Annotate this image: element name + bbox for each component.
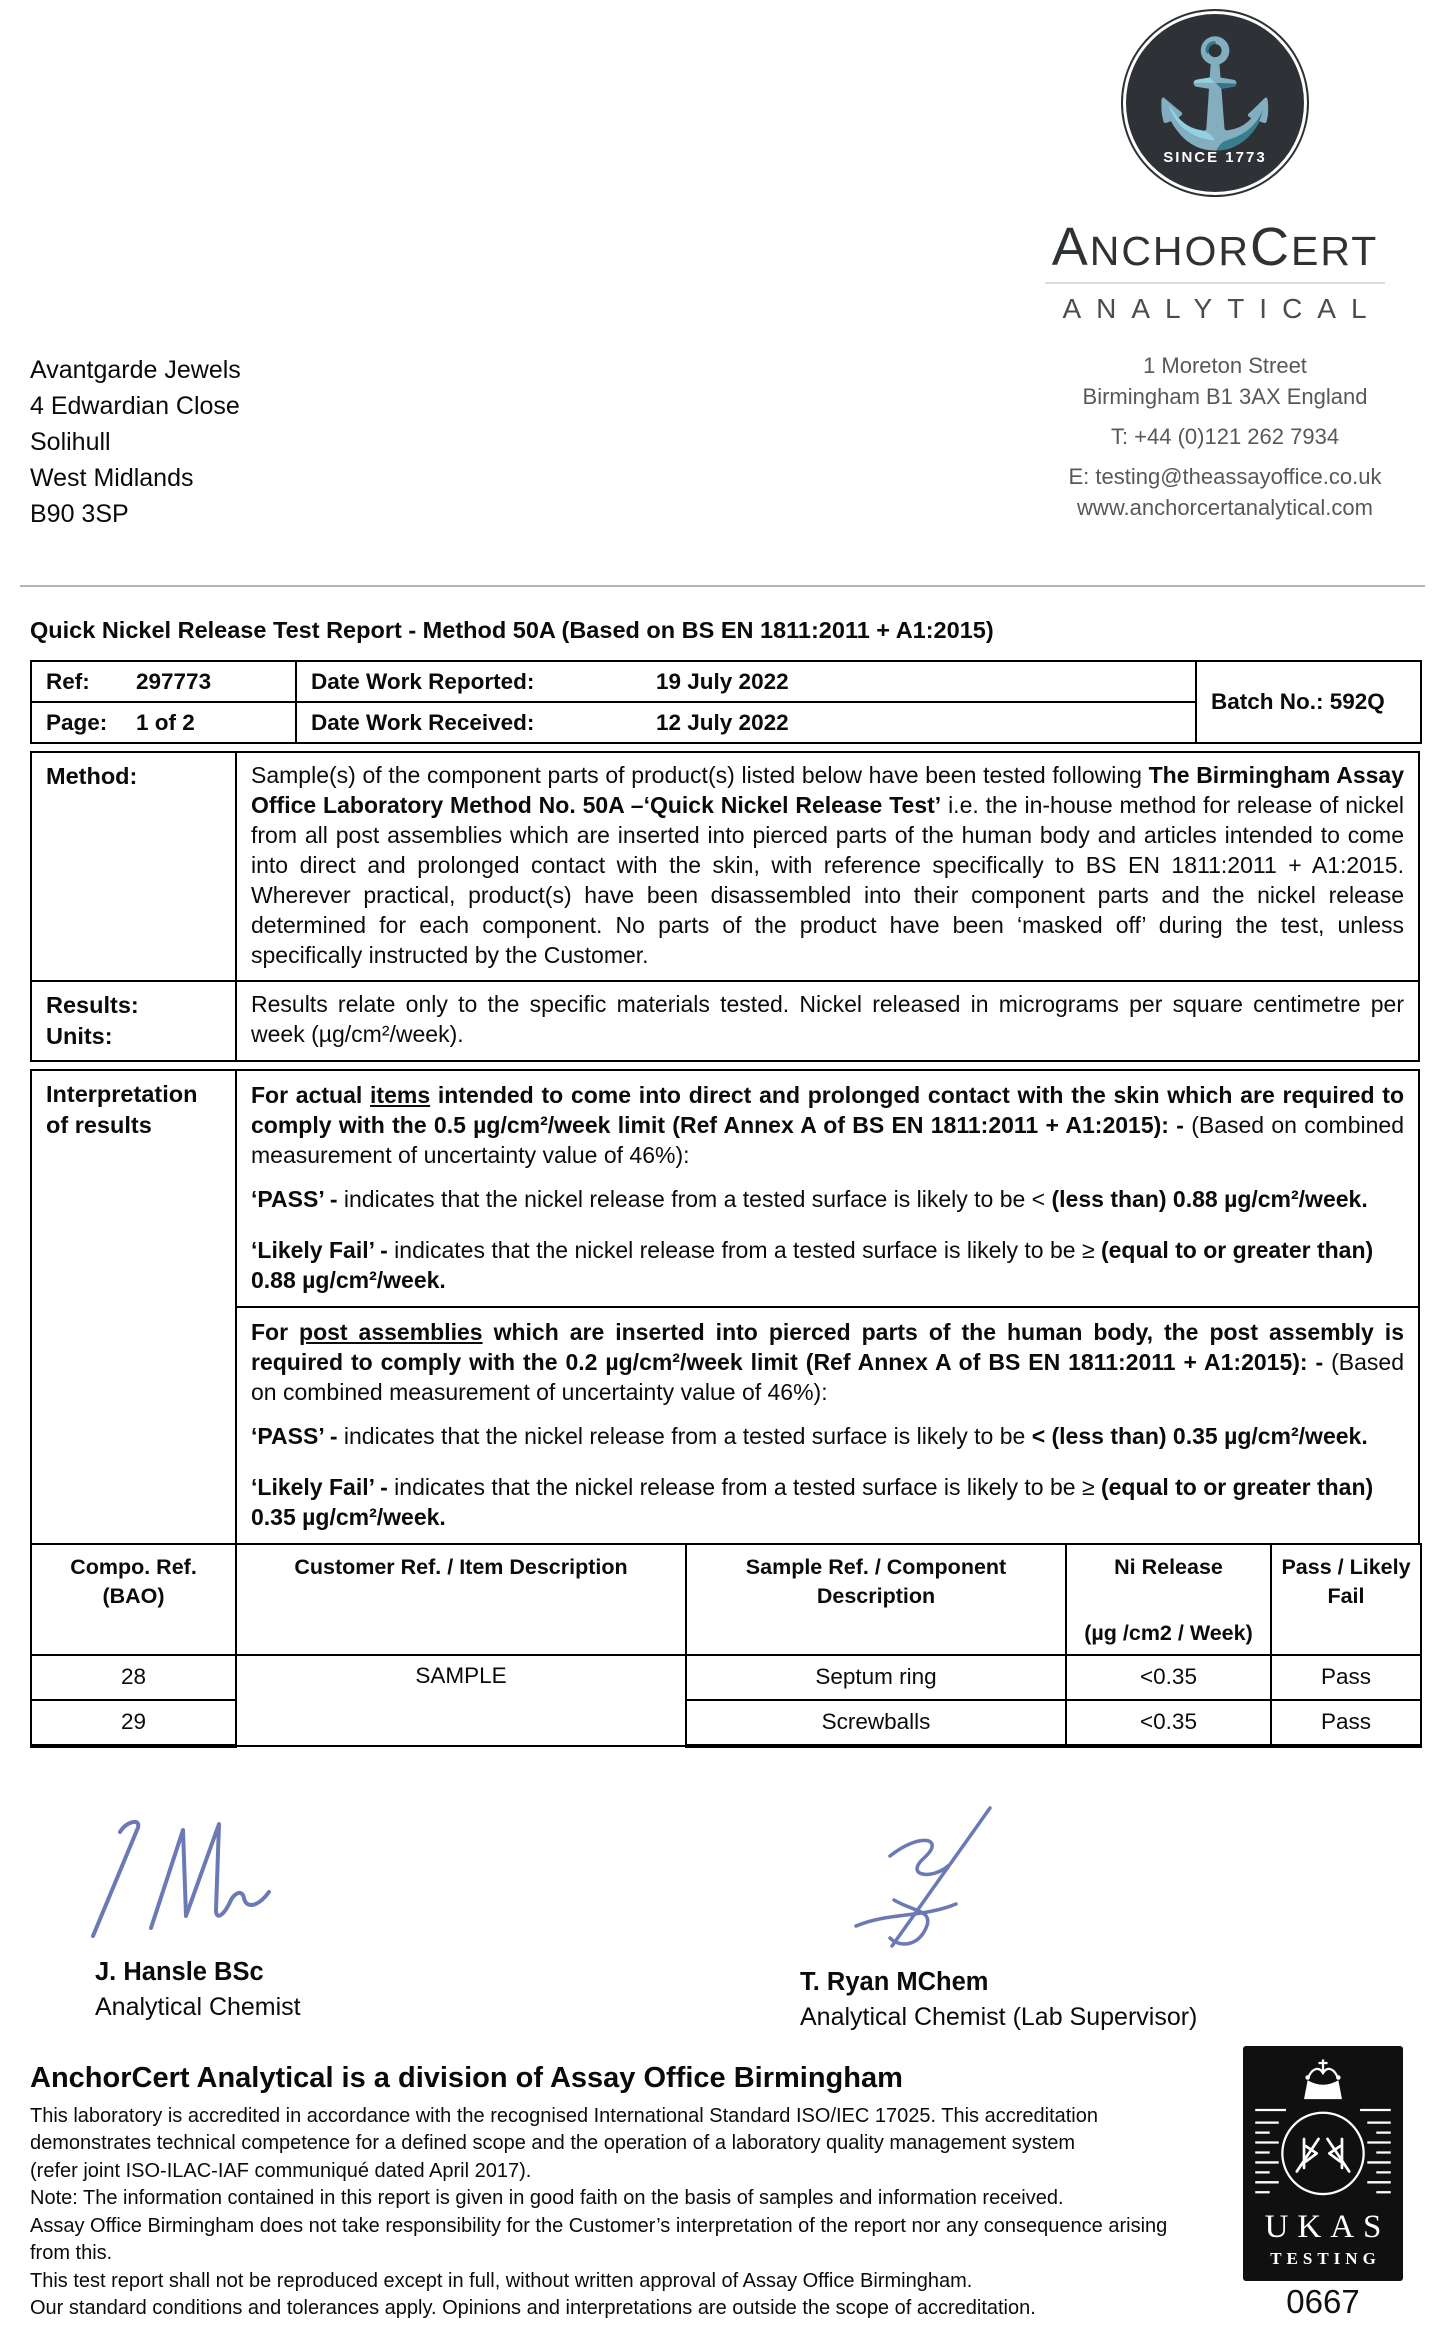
interpretation-label: Interpretation of results bbox=[31, 1070, 236, 1544]
header-customer-ref: Customer Ref. / Item Description bbox=[236, 1544, 686, 1655]
footer-disclaimer-line: (refer joint ISO-ILAC-IAF communiqué dated April 2017). bbox=[30, 2159, 532, 2182]
ukas-testing-label: TESTING bbox=[1270, 2249, 1381, 2268]
ni-release-value: <0.35 bbox=[1066, 1700, 1271, 1746]
signatory-2 bbox=[770, 1794, 1197, 2032]
footer-disclaimer-line: Note: The information contained in this report is given in good faith on the basis of samples and information received. bbox=[30, 2187, 1064, 2209]
signatory-title: Analytical Chemist (Lab Supervisor) bbox=[800, 2002, 1198, 2031]
footer-disclaimer-line: Our standard conditions and tolerances apply. Opinions and interpretations are outside the scope of accreditation. bbox=[30, 2297, 1036, 2319]
customer-ref-value: SAMPLE bbox=[236, 1655, 686, 1746]
units-label: Units: bbox=[46, 1023, 113, 1049]
ref-label: Ref: bbox=[46, 668, 90, 694]
ukas-accreditation-number: 0667 bbox=[1286, 2283, 1360, 2320]
lab-phone: T: +44 (0)121 262 7934 bbox=[1110, 424, 1340, 449]
interpretation-table bbox=[30, 1069, 1420, 1545]
date-reported-value: 19 July 2022 bbox=[656, 668, 789, 694]
header-ni-release: Ni Release (µg /cm2 / Week) bbox=[1066, 1544, 1271, 1655]
header-pass-fail: Pass / Likely Fail bbox=[1271, 1544, 1421, 1655]
ni-release-value: <0.35 bbox=[1066, 1655, 1271, 1700]
results-units-cell bbox=[236, 981, 1419, 1061]
sample-ref-value: Septum ring bbox=[686, 1655, 1066, 1700]
table-row bbox=[31, 1655, 1421, 1700]
customer-address-line: Avantgarde Jewels bbox=[30, 356, 241, 384]
interpretation-post-assemblies-block bbox=[237, 1306, 1418, 1543]
ukas-accreditation-badge bbox=[1243, 2046, 1403, 2321]
results-table bbox=[30, 1543, 1422, 1748]
interpretation-cell bbox=[236, 1070, 1419, 1544]
method-results-table bbox=[30, 751, 1420, 1062]
logo-analytical-text: ANALYTICAL bbox=[1062, 293, 1382, 324]
page-value: 1 of 2 bbox=[136, 709, 195, 735]
ukas-crown-and-symbol-icon bbox=[1244, 2054, 1402, 2204]
footer-disclaimer-line: This test report shall not be reproduced except in full, without written approval of Assay Office Birmingham. bbox=[30, 2269, 973, 2292]
ukas-box bbox=[1243, 2046, 1403, 2281]
compo-ref-value: 28 bbox=[31, 1655, 236, 1700]
signatory-title: Analytical Chemist bbox=[95, 1992, 301, 2021]
page-cell bbox=[31, 702, 296, 743]
footer-disclaimer-line: demonstrates technical competence for a defined scope and the operation of a laboratory quality management system bbox=[30, 2132, 1076, 2154]
interpretation-items-block bbox=[237, 1071, 1418, 1306]
signatory-name: J. Hansle BSc bbox=[95, 1957, 264, 1986]
customer-address-line: West Midlands bbox=[30, 464, 194, 492]
ref-value: 297773 bbox=[136, 668, 212, 694]
lab-address-street: 1 Moreton Street bbox=[1143, 353, 1307, 378]
signature-2-scribble bbox=[830, 1794, 1060, 1962]
footer bbox=[30, 2062, 1415, 2323]
compo-ref-value: 29 bbox=[31, 1700, 236, 1746]
date-reported-label: Date Work Reported: bbox=[311, 668, 535, 694]
lab-email: E: testing@theassayoffice.co.uk bbox=[1068, 464, 1382, 489]
footer-disclaimer-line: Assay Office Birmingham does not take responsibility for the Customer’s interpretation of the report nor any consequence arising from this. bbox=[30, 2214, 1168, 2264]
header-compo-ref: Compo. Ref. (BAO) bbox=[31, 1544, 236, 1655]
header-sample-ref: Sample Ref. / Component Description bbox=[686, 1544, 1066, 1655]
results-label: Results: bbox=[46, 992, 139, 1018]
anchorcert-logo bbox=[1035, 14, 1395, 325]
ni-units-label: (µg /cm2 / Week) bbox=[1084, 1620, 1253, 1645]
method-text: Sample(s) of the component parts of product(s) listed below have been tested following The Birmingham Assay Office Laboratory Method No. 50A –‘Quick Nickel Release Test’ i.e. the in-house method for release of nickel from all post assemblies which are inserted into pierced parts of the human body and articles intended to come into direct and prolonged contact with the skin, with reference specifically to BS EN 1811:2011 + A1:2015. Wherever practical, product(s) have been disassembled into their component parts and the nickel release determined for each component. No parts of the product have been ‘masked off’ during the test, unless specifically instructed by the Customer. bbox=[251, 762, 1405, 968]
date-received-value: 12 July 2022 bbox=[656, 709, 789, 735]
results-table-header-row bbox=[31, 1544, 1421, 1655]
lab-website: www.anchorcertanalytical.com bbox=[1077, 495, 1373, 520]
footer-heading: AnchorCert Analytical is a division of Assay Office Birmingham bbox=[30, 2061, 903, 2094]
date-reported-cell bbox=[296, 661, 1196, 702]
customer-address-line: 4 Edwardian Close bbox=[30, 392, 240, 420]
customer-address-line: B90 3SP bbox=[30, 500, 129, 528]
pass-definition: ‘PASS’ - indicates that the nickel release from a tested surface is likely to be < (less than) 0.88 µg/cm²/week. bbox=[251, 1186, 1368, 1212]
post-assemblies-limit-text: For post assemblies which are inserted into pierced parts of the human body, the post assembly is required to comply with the 0.2 µg/cm²/week limit (Ref Annex A of BS EN 1811:2011 + A1:2015): - (Based on combined measurement of uncertainty value of 46%): bbox=[251, 1319, 1404, 1405]
pass-fail-value: Pass bbox=[1271, 1700, 1421, 1746]
lab-address-city: Birmingham B1 3AX England bbox=[1082, 384, 1368, 409]
sample-ref-value: Screwballs bbox=[686, 1700, 1066, 1746]
date-received-cell bbox=[296, 702, 1196, 743]
customer-address-line: Solihull bbox=[30, 428, 111, 456]
items-limit-text: For actual items intended to come into direct and prolonged contact with the skin which are required to comply with the 0.5 µg/cm²/week limit (Ref Annex A of BS EN 1811:2011 + A1:2015): - (Based on combined measurement of uncertainty value of 46%): bbox=[251, 1082, 1404, 1168]
method-label: Method: bbox=[31, 752, 236, 981]
header bbox=[0, 0, 1445, 585]
results-units-label bbox=[31, 981, 236, 1061]
anchor-icon: ⚓ bbox=[1150, 35, 1280, 152]
logo-since-text: SINCE 1773 bbox=[1163, 149, 1267, 167]
method-cell bbox=[236, 752, 1419, 981]
signature-1-scribble bbox=[65, 1794, 305, 1952]
ref-cell bbox=[31, 661, 296, 702]
lab-address bbox=[1050, 350, 1400, 523]
results-text: Results relate only to the specific materials tested. Nickel released in micrograms per square centimetre per week (µg/cm²/week). bbox=[251, 991, 1404, 1047]
date-received-label: Date Work Received: bbox=[311, 709, 535, 735]
divider-rule bbox=[20, 585, 1425, 587]
signatory-name: T. Ryan MChem bbox=[800, 1967, 989, 1996]
likely-fail-definition: ‘Likely Fail’ - indicates that the nickel release from a tested surface is likely to be ≥ (equal to or greater than) 0.35 µg/cm²/week. bbox=[251, 1474, 1374, 1530]
pass-fail-value: Pass bbox=[1271, 1655, 1421, 1700]
report-info-table bbox=[30, 660, 1422, 744]
likely-fail-definition: ‘Likely Fail’ - indicates that the nickel release from a tested surface is likely to be ≥ (equal to or greater than) 0.88 µg/cm²/week. bbox=[251, 1237, 1374, 1293]
signatory-1 bbox=[65, 1794, 305, 2022]
logo-circle bbox=[1126, 14, 1304, 192]
batch-cell: Batch No.: 592Q bbox=[1196, 661, 1421, 743]
logo-wordmark: ANCHORCERT bbox=[1051, 217, 1379, 277]
signatures bbox=[0, 1786, 1445, 2058]
pass-definition: ‘PASS’ - indicates that the nickel release from a tested surface is likely to be < (less than) 0.35 µg/cm²/week. bbox=[251, 1423, 1368, 1449]
page-label: Page: bbox=[46, 709, 108, 735]
customer-address bbox=[30, 352, 241, 532]
ukas-label: UKAS bbox=[1264, 2209, 1391, 2245]
logo-divider bbox=[1045, 282, 1385, 284]
footer-disclaimer-line: This laboratory is accredited in accordance with the recognised International Standard ISO/IEC 17025. This accreditation bbox=[30, 2104, 1098, 2127]
report-title: Quick Nickel Release Test Report - Method 50A (Based on BS EN 1811:2011 + A1:2015) bbox=[30, 617, 994, 643]
